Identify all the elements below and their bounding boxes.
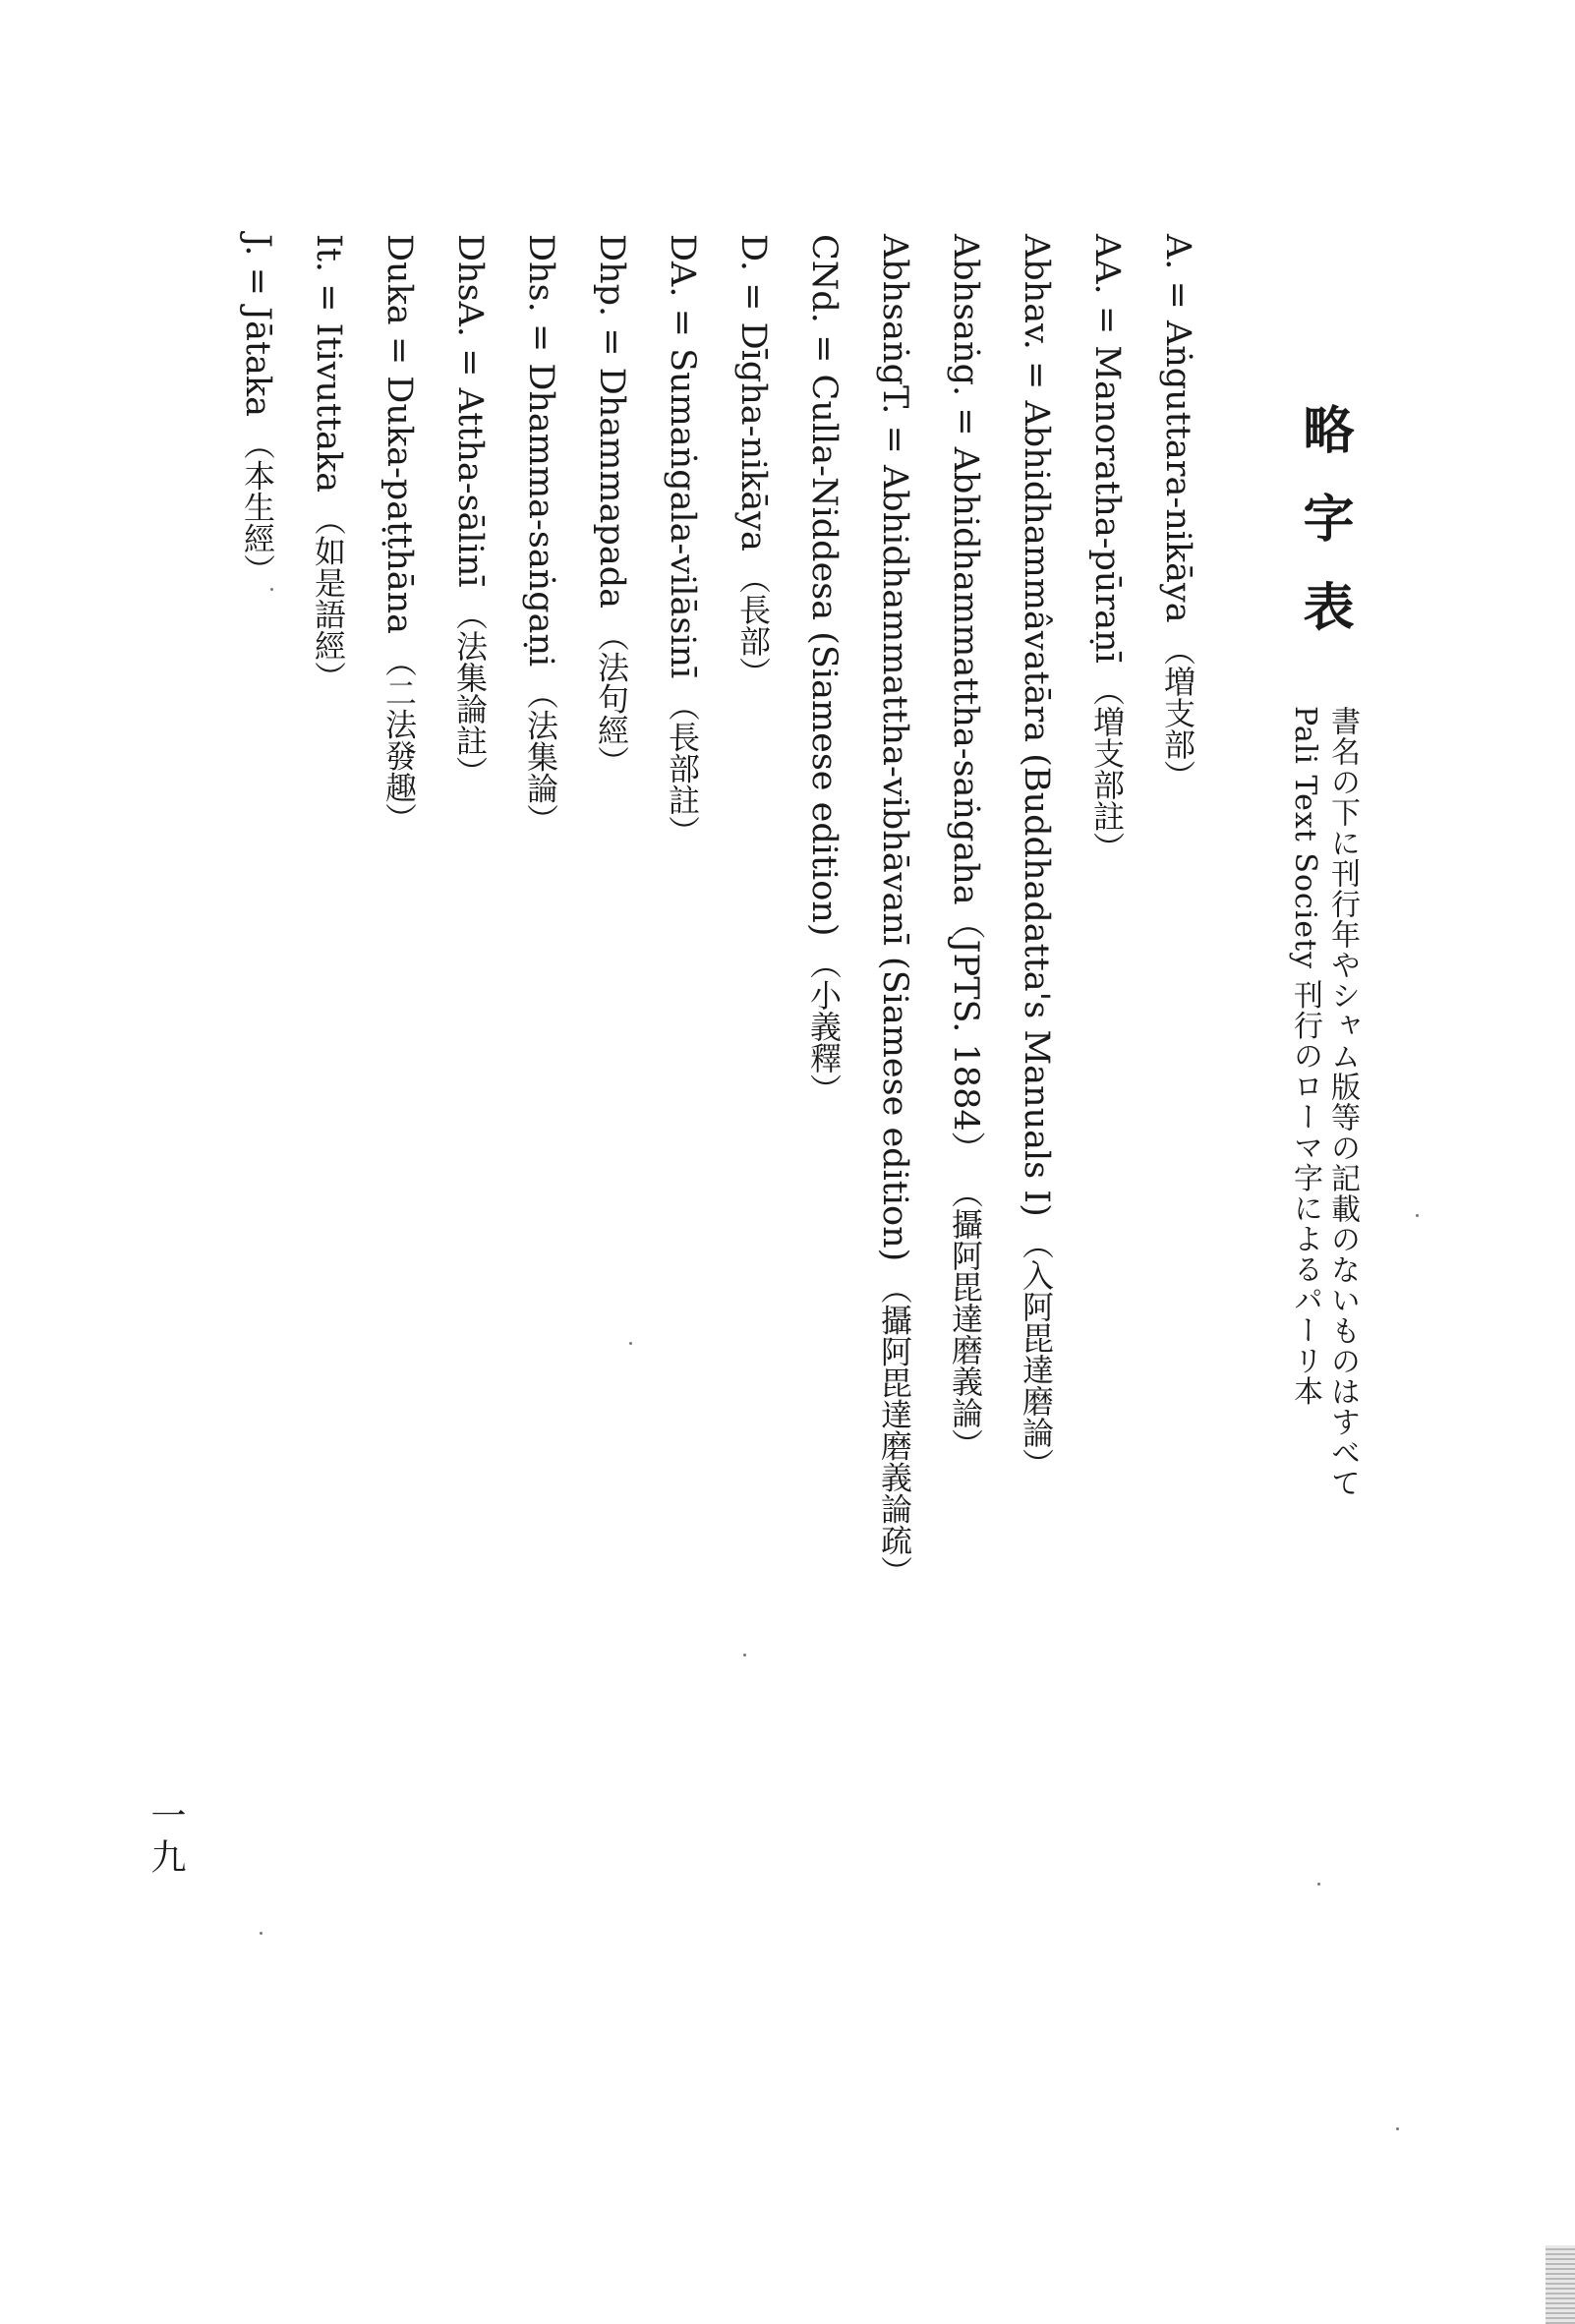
note-line-2: Pali Text Society 刊行のローマ字によるパーリ本 xyxy=(1288,706,1322,1407)
entry-title: Culla-Niddesa (Siamese edition) xyxy=(804,374,844,937)
entry-title: Manoratha-pūraṇī xyxy=(1087,345,1127,664)
abbreviation-entry xyxy=(450,234,490,787)
entry-abbr: AA. xyxy=(1087,234,1127,295)
scan-speck xyxy=(270,588,273,591)
entry-title: Dīgha-nikāya xyxy=(733,321,773,552)
entry-equals: = xyxy=(238,266,277,296)
entry-title: Itivuttaka xyxy=(309,322,348,494)
entry-equals: = xyxy=(663,308,702,337)
entry-japanese: （入阿毘達磨論） xyxy=(1018,1227,1055,1480)
entry-japanese: （本生經） xyxy=(239,428,276,586)
scan-edge-artifact xyxy=(1546,2245,1575,2324)
entry-equals: = xyxy=(309,283,348,313)
entry-abbr: A. xyxy=(1158,234,1197,270)
entry-abbr: Dhs. xyxy=(521,234,560,313)
abbreviation-entry xyxy=(592,234,631,778)
entry-japanese: （法集論） xyxy=(522,677,559,836)
entry-title: Jātaka xyxy=(238,307,277,417)
entry-japanese: （法句經） xyxy=(593,619,630,778)
abbreviation-entry xyxy=(521,234,560,836)
abbreviation-entry xyxy=(804,234,844,1105)
entry-abbr: DhsA. xyxy=(450,234,490,337)
entry-japanese: （攝阿毘達磨義論疏） xyxy=(876,1272,913,1588)
entry-equals: = xyxy=(1017,360,1056,390)
entry-abbr: J. xyxy=(238,234,277,257)
entry-abbr: CNd. xyxy=(804,234,844,323)
page-number: 一九 xyxy=(146,1797,186,1880)
scan-speck xyxy=(1416,1214,1419,1217)
scan-speck xyxy=(1396,2127,1399,2130)
entry-title: Abhidhammattha-saṅgaha（JPTS. 1884） xyxy=(946,446,985,1166)
entry-abbr: DA. xyxy=(663,234,702,298)
entry-title: Aṅguttara-nikāya xyxy=(1158,320,1197,623)
entry-equals: = xyxy=(875,425,914,454)
entry-equals: = xyxy=(521,322,560,353)
entry-equals: = xyxy=(733,282,773,312)
entry-abbr: Abhsaṅg. xyxy=(946,234,985,397)
abbreviation-entry xyxy=(1017,234,1056,1480)
entry-japanese: （攝阿毘達磨義論） xyxy=(947,1176,984,1460)
scan-speck xyxy=(629,1342,632,1345)
note-line-1: 書名の下に刊行年やシャム版等の記載のないものはすべて xyxy=(1325,706,1360,1498)
entry-abbr: Dhp. xyxy=(592,234,631,318)
entry-abbr: AbhsaṅgT. xyxy=(875,234,914,415)
entry-japanese: （増支部註） xyxy=(1088,673,1126,863)
entry-equals: = xyxy=(1087,305,1127,335)
entry-equals: = xyxy=(946,407,985,436)
entry-abbr: It. xyxy=(309,234,348,273)
abbreviation-entry xyxy=(379,234,419,835)
entry-title: Sumaṅgala-vilāsinī xyxy=(663,348,702,679)
entry-equals: = xyxy=(379,335,419,366)
abbreviation-entry xyxy=(238,234,277,586)
entry-japanese: （長部註） xyxy=(664,689,701,847)
entry-japanese: （二法發趣） xyxy=(380,645,418,835)
entry-japanese: （小義釋） xyxy=(805,947,843,1105)
abbreviation-entry xyxy=(663,234,702,847)
entry-japanese: （長部） xyxy=(734,562,772,689)
entry-title: Abhidhammattha-vibhāvanī (Siamese edition) xyxy=(875,464,914,1262)
entry-title: Abhidhammâvatāra (Buddhadatta's Manuals I) xyxy=(1017,400,1056,1217)
entry-title: Dhamma-saṅgaṇi xyxy=(521,363,560,668)
entry-equals: = xyxy=(592,327,631,357)
abbreviation-entry xyxy=(1160,234,1195,791)
entry-title: Duka-paṭṭhāna xyxy=(379,376,419,635)
scan-speck xyxy=(743,1654,746,1656)
entry-japanese: （法集論註） xyxy=(451,598,489,787)
entry-title: Dhammapada xyxy=(592,367,631,610)
abbreviation-entry xyxy=(1087,234,1127,863)
entry-title: Attha-sālinī xyxy=(450,387,490,588)
entry-abbr: Abhav. xyxy=(1017,234,1056,350)
entry-equals: = xyxy=(1158,280,1197,310)
entry-japanese: （増支部） xyxy=(1159,633,1196,791)
entry-equals: = xyxy=(450,348,490,378)
page-title: 略字表 xyxy=(1294,403,1354,668)
scan-speck xyxy=(1317,1883,1320,1886)
abbreviation-entry xyxy=(309,234,348,693)
abbreviation-entry xyxy=(875,234,914,1588)
scan-speck xyxy=(260,1932,262,1935)
entry-abbr: D. xyxy=(733,234,773,271)
entry-equals: = xyxy=(804,334,844,364)
abbreviation-entry xyxy=(733,234,773,689)
entry-japanese: （如是語經） xyxy=(310,503,347,693)
entry-abbr: Duka xyxy=(379,234,419,325)
abbreviation-entry xyxy=(946,234,985,1460)
